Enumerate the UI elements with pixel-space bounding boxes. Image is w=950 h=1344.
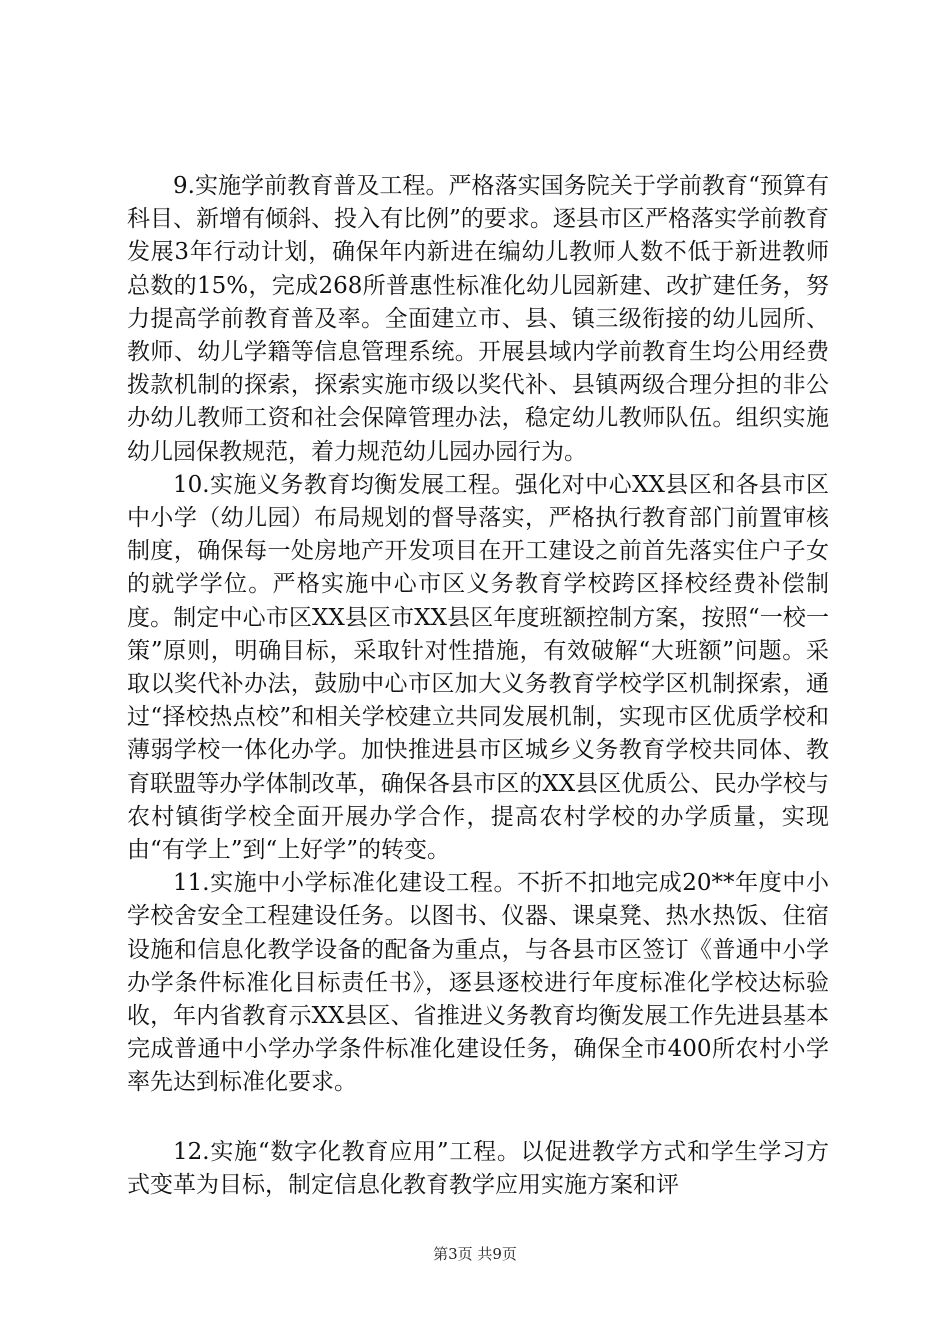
document-body: [127, 170, 829, 1202]
paragraph-10: 10.实施义务教育均衡发展工程。强化对中心XX县区和各县市区中小学（幼儿园）布局规划的督导落实，严格执行教育部门前置审核制度，确保每一处房地产开发项目在开工建设之前首先落实住户子女的就学学位。严格实施中心市区义务教育学校跨区择校经费补偿制度。制定中心市区XX县区市XX县区年度班额控制方案，按照“一校一策”原则，明确目标，采取针对性措施，有效破解“大班额”问题。采取以奖代补办法，鼓励中心市区加大义务教育学校学区机制探索，通过“择校热点校”和相关学校建立共同发展机制，实现市区优质学校和薄弱学校一体化办学。加快推进县市区城乡义务教育学校共同体、教育联盟等办学体制改革，确保各县市区的XX县区优质公、民办学校与农村镇街学校全面开展办学合作，提高农村学校的办学质量，实现由“有学上”到“上好学”的转变。: [127, 471, 829, 864]
page-footer: 第3页 共9页: [433, 1245, 517, 1263]
paragraph-9: 9.实施学前教育普及工程。严格落实国务院关于学前教育“预算有科目、新增有倾斜、投入有比例”的要求。逐县市区严格落实学前教育发展3年行动计划，确保年内新进在编幼儿教师人数不低于新进教师总数的15%，完成268所普惠性标准化幼儿园新建、改扩建任务，努力提高学前教育普及率。全面建立市、县、镇三级衔接的幼儿园所、教师、幼儿学籍等信息管理系统。开展县域内学前教育生均公用经费拨款机制的探索，探索实施市级以奖代补、县镇两级合理分担的非公办幼儿教师工资和社会保障管理办法，稳定幼儿教师队伍。组织实施幼儿园保教规范，着力规范幼儿园办园行为。: [127, 173, 829, 465]
paragraph-11: 11.实施中小学标准化建设工程。不折不扣地完成20**年度中小学校舍安全工程建设任务。以图书、仪器、课桌凳、热水热饭、住宿设施和信息化教学设备的配备为重点，与各县市区签订《普通中小学办学条件标准化目标责任书》，逐县逐校进行年度标准化学校达标验收，年内省教育示XX县区、省推进义务教育均衡发展工作先进县基本完成普通中小学办学条件标准化建设任务，确保全市400所农村小学率先达到标准化要求。: [127, 870, 829, 1096]
paragraph-12: 12.实施“数字化教育应用”工程。以促进教学方式和学生学习方式变革为目标，制定信息化教育教学应用实施方案和评: [127, 1138, 829, 1198]
